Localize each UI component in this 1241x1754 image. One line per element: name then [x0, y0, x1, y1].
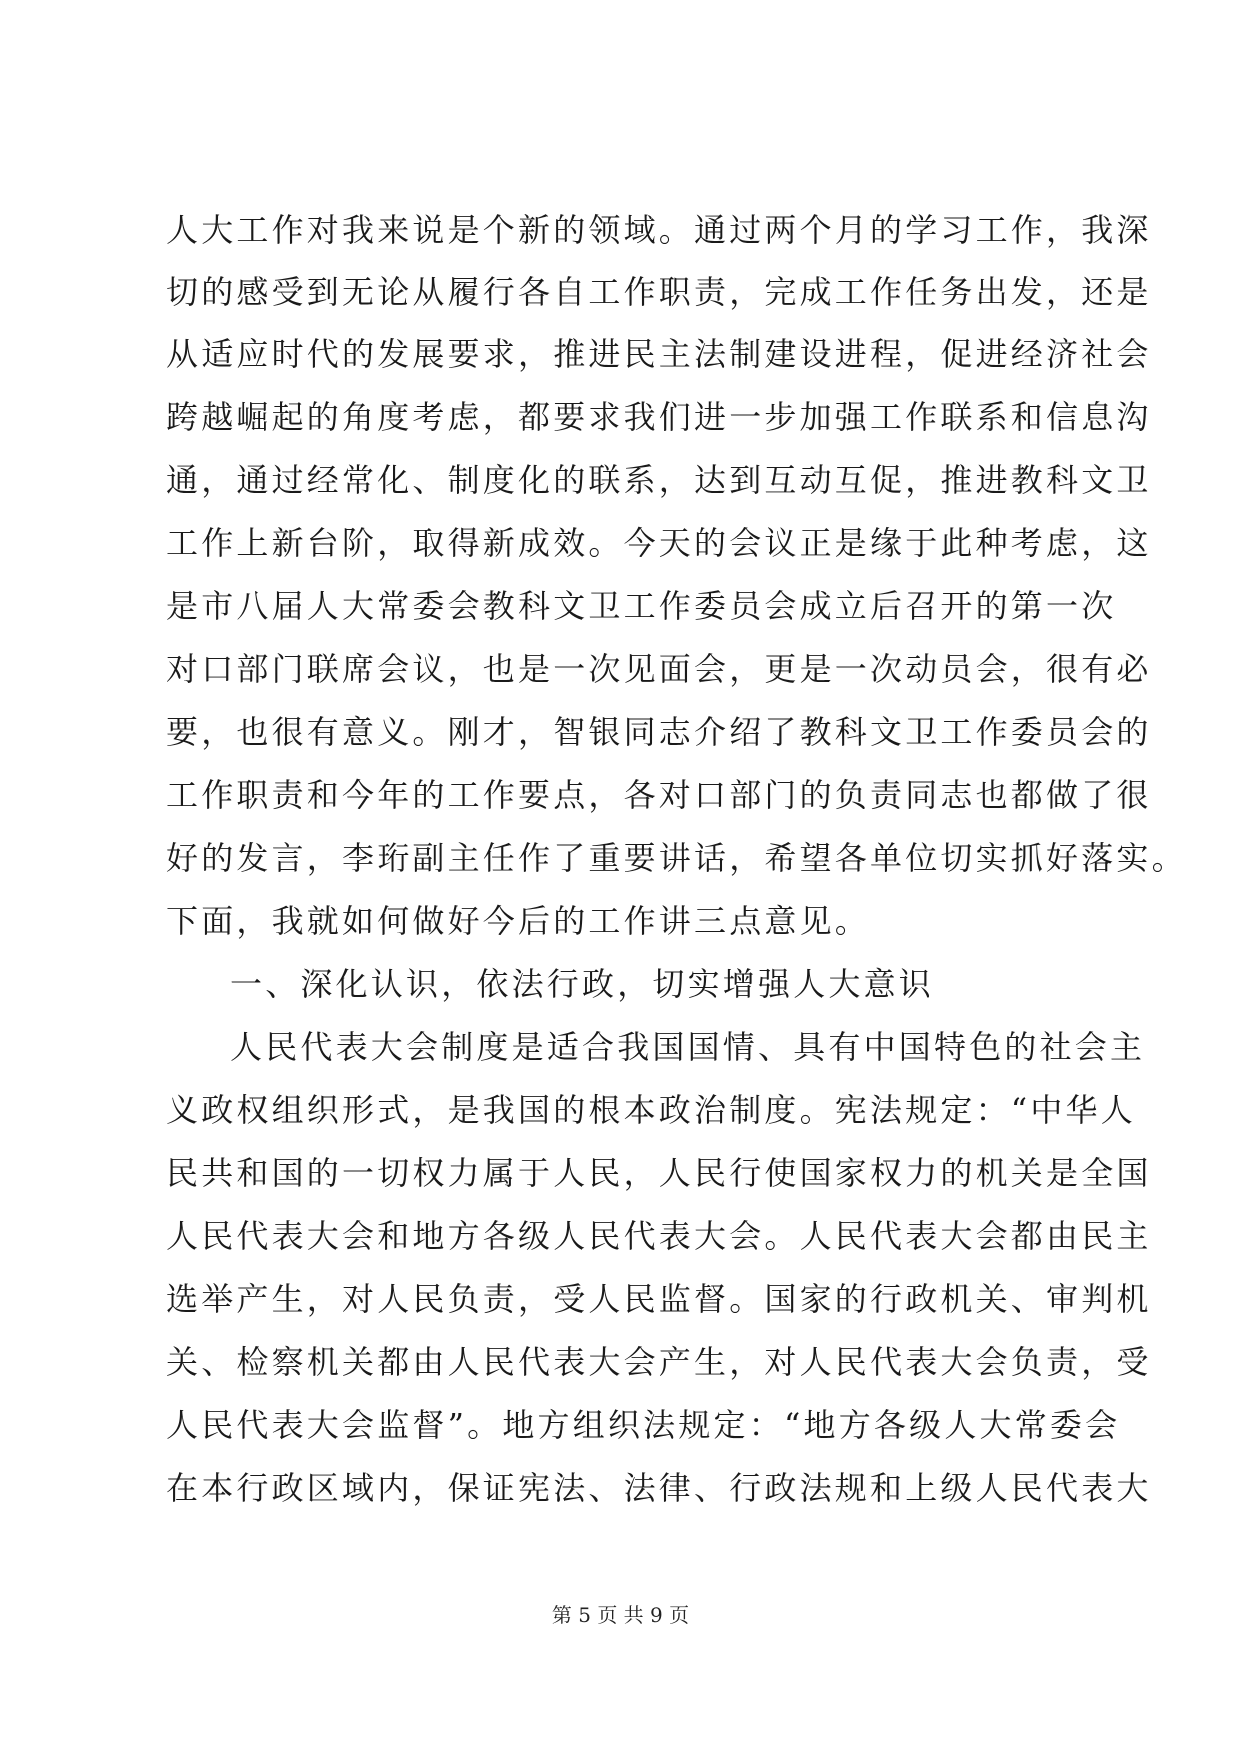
text-line: 人民代表大会和地方各级人民代表大会。人民代表大会都由民主	[166, 1217, 1152, 1255]
text-line: 工作职责和今年的工作要点，各对口部门的负责同志也都做了很	[166, 776, 1152, 814]
text-line: 好的发言，李珩副主任作了重要讲话，希望各单位切实抓好落实。	[166, 839, 1187, 877]
text-line: 对口部门联席会议，也是一次见面会，更是一次动员会，很有必	[166, 650, 1152, 688]
text-line: 下面，我就如何做好今后的工作讲三点意见。	[166, 902, 871, 940]
text-line: 人民代表大会监督”。地方组织法规定：“地方各级人大常委会	[166, 1406, 1121, 1444]
text-line: 从适应时代的发展要求，推进民主法制建设进程，促进经济社会	[166, 335, 1152, 373]
text-line: 工作上新台阶，取得新成效。今天的会议正是缘于此种考虑，这	[166, 524, 1152, 562]
text-line: 切的感受到无论从履行各自工作职责，完成工作任务出发，还是	[166, 273, 1152, 311]
text-line: 选举产生，对人民负责，受人民监督。国家的行政机关、审判机	[166, 1280, 1152, 1318]
text-line: 关、检察机关都由人民代表大会产生，对人民代表大会负责，受	[166, 1343, 1152, 1381]
text-line: 在本行政区域内，保证宪法、法律、行政法规和上级人民代表大	[166, 1469, 1152, 1507]
page-number-footer: 第 5 页 共 9 页	[551, 1603, 690, 1627]
text-line: 要，也很有意义。刚才，智银同志介绍了教科文卫工作委员会的	[166, 713, 1152, 751]
text-line: 民共和国的一切权力属于人民，人民行使国家权力的机关是全国	[166, 1154, 1152, 1192]
text-line: 是市八届人大常委会教科文卫工作委员会成立后召开的第一次	[166, 587, 1117, 625]
section-heading: 一、深化认识，依法行政，切实增强人大意识	[230, 965, 935, 1003]
text-line: 人大工作对我来说是个新的领域。通过两个月的学习工作，我深	[166, 211, 1152, 249]
text-line: 跨越崛起的角度考虑，都要求我们进一步加强工作联系和信息沟	[166, 398, 1152, 436]
paragraph-first-line: 人民代表大会制度是适合我国国情、具有中国特色的社会主	[230, 1028, 1146, 1066]
text-line: 义政权组织形式，是我国的根本政治制度。宪法规定：“中华人	[166, 1091, 1136, 1129]
text-line: 通，通过经常化、制度化的联系，达到互动互促，推进教科文卫	[166, 461, 1152, 499]
